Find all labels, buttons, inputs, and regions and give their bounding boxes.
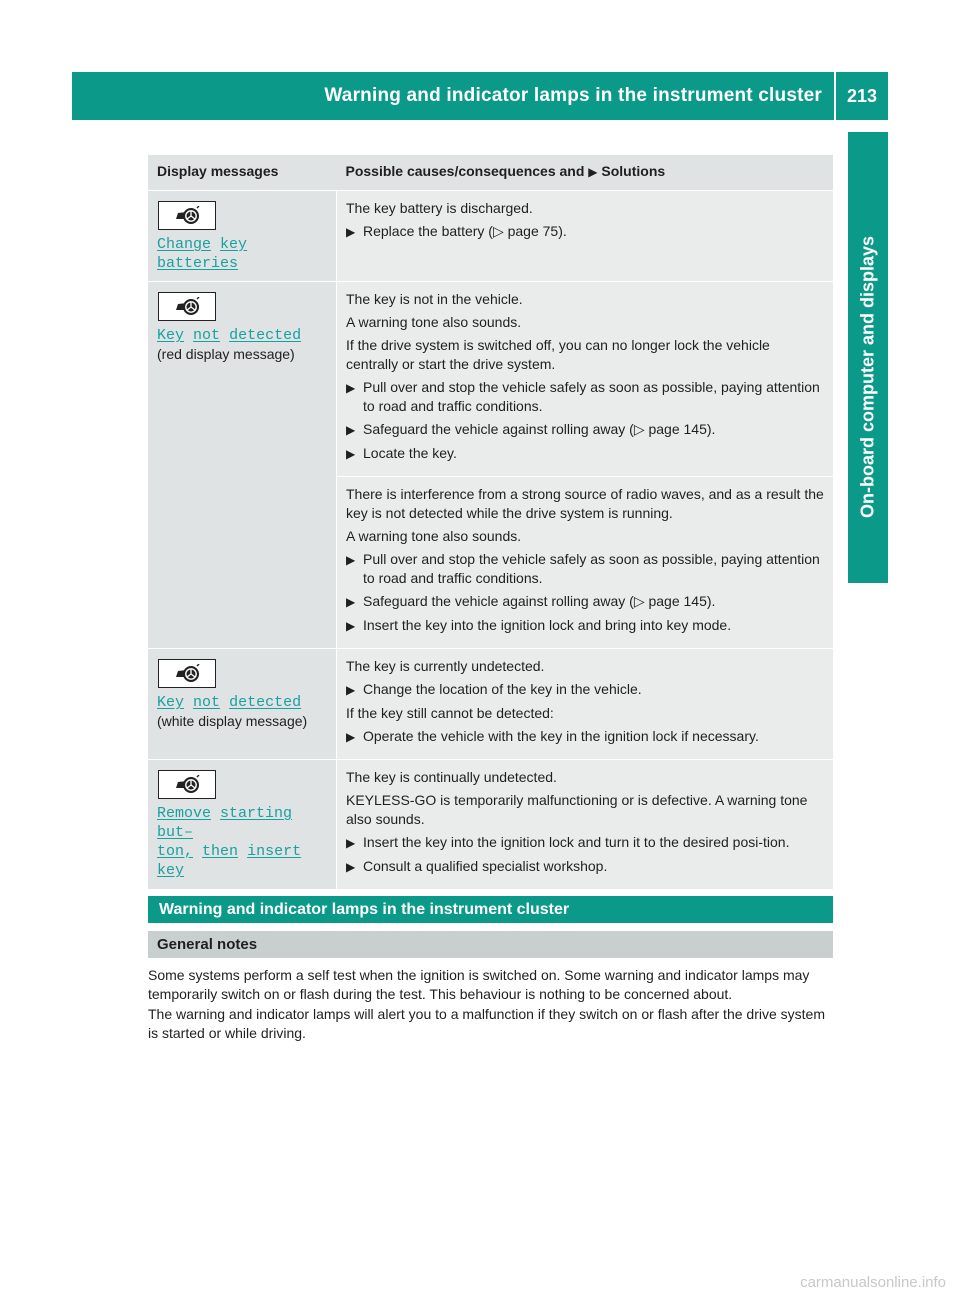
step-arrow-icon: ▶: [346, 225, 356, 239]
solution-cell: [337, 191, 834, 282]
display-message-note: (red display message): [157, 346, 295, 362]
display-message-word: ton,: [157, 843, 194, 860]
chapter-side-tab: [848, 132, 888, 552]
display-message-cell: [148, 282, 337, 649]
page-number: 213: [846, 85, 878, 106]
display-message-text: [157, 804, 327, 842]
body-text: [148, 966, 833, 1044]
watermark: carmanualsonline.info: [800, 1274, 946, 1291]
cause-text: KEYLESS-GO is temporarily malfunctioning or is defective. A warning tone also sounds.: [346, 792, 808, 827]
column-header-label: Possible causes/consequences and: [345, 163, 585, 179]
solution-step: [346, 592, 824, 612]
display-message-word: Remove: [157, 805, 212, 822]
step-arrow-icon: ▶: [346, 447, 356, 461]
step-text: Pull over and stop the vehicle safely as soon as possible, paying attention to road and traffic conditions.: [363, 551, 820, 586]
display-message-word: Key: [157, 694, 185, 711]
key-icon: [158, 770, 216, 799]
column-header-label: Display messages: [157, 163, 279, 179]
solution-step: [346, 857, 824, 877]
cause-text: A warning tone also sounds.: [346, 528, 522, 544]
display-message-cell: [148, 760, 337, 890]
display-message-note: (white display message): [157, 713, 308, 729]
display-message-cell: [148, 649, 337, 760]
display-message-text: [157, 842, 327, 880]
step-text: Pull over and stop the vehicle safely as soon as possible, paying attention to road and traffic conditions.: [363, 379, 820, 414]
column-header-display-messages: [148, 155, 337, 191]
paragraph: The warning and indicator lamps will alert you to a malfunction if they switch on or flash after the drive system is started or while driving.: [148, 1006, 825, 1041]
display-message-word: then: [202, 843, 239, 860]
step-arrow-icon: ▶: [346, 730, 356, 744]
table-row: [148, 282, 833, 477]
cause-text: The key is continually undetected.: [346, 769, 557, 785]
step-text: Locate the key.: [363, 445, 457, 461]
step-text: Safeguard the vehicle against rolling away (▷ page 145).: [363, 421, 716, 437]
display-message-cell: [148, 191, 337, 282]
display-message-word: detected: [229, 327, 302, 344]
step-arrow-icon: ▶: [346, 423, 356, 437]
subsection-heading: General notes: [148, 931, 833, 958]
cause-text: The key is not in the vehicle.: [346, 291, 523, 307]
step-text: Replace the battery (▷ page 75).: [363, 223, 567, 239]
step-text: Consult a qualified specialist workshop.: [363, 858, 608, 874]
table-row: [148, 760, 833, 890]
column-header-causes: [337, 155, 834, 191]
table-row: [148, 191, 833, 282]
paragraph: Some systems perform a self test when the ignition is switched on. Some warning and indicator lamps may temporarily switch on or flash during the test. This behaviour is nothing to be concerned about.: [148, 967, 810, 1002]
display-message-word: insert: [247, 843, 302, 860]
display-message-word: detected: [229, 694, 302, 711]
solution-cell: [337, 760, 834, 890]
chapter-marker: [848, 539, 888, 583]
solution-step: [346, 550, 824, 588]
display-message-word: starting: [220, 805, 293, 822]
solution-step: [346, 420, 824, 440]
step-arrow-icon: ▶: [346, 619, 356, 633]
solution-step: [346, 680, 824, 700]
solution-step: [346, 727, 824, 747]
key-icon: [158, 292, 216, 321]
display-message-word: but–: [157, 824, 194, 841]
solution-cell: [337, 477, 834, 649]
step-arrow-icon: ▶: [346, 381, 356, 395]
cause-text: There is interference from a strong source of radio waves, and as a result the key is not detected while the drive system is running.: [346, 486, 824, 521]
table-row: [148, 649, 833, 760]
cause-text: The key is currently undetected.: [346, 658, 545, 674]
display-message-word: not: [193, 694, 221, 711]
solution-step: [346, 833, 824, 853]
display-message-word: batteries: [157, 255, 239, 272]
display-message-text: [157, 235, 327, 273]
display-message-text: [157, 693, 327, 712]
solution-step: [346, 616, 824, 636]
key-icon: [158, 659, 216, 688]
display-message-text: [157, 326, 327, 345]
solution-cell: [337, 282, 834, 477]
display-messages-table: [148, 155, 833, 889]
column-header-label: Solutions: [601, 163, 666, 179]
step-text: Insert the key into the ignition lock and turn it to the desired posi-tion.: [363, 834, 790, 850]
step-text: Operate the vehicle with the key in the ignition lock if necessary.: [363, 728, 759, 744]
step-arrow-icon: ▶: [346, 860, 356, 874]
key-icon: [158, 201, 216, 230]
display-message-word: key: [220, 236, 248, 253]
step-text: Safeguard the vehicle against rolling away (▷ page 145).: [363, 593, 716, 609]
solution-step: [346, 444, 824, 464]
solution-cell: [337, 649, 834, 760]
cause-text: If the drive system is switched off, you can no longer lock the vehicle centrally or start the drive system.: [346, 337, 770, 372]
cause-text: A warning tone also sounds.: [346, 314, 522, 330]
display-message-word: key: [157, 862, 185, 879]
cause-text: The key battery is discharged.: [346, 200, 533, 216]
page-header: [72, 72, 888, 120]
section-heading: Warning and indicator lamps in the instrument cluster: [148, 896, 833, 923]
display-message-word: not: [193, 327, 221, 344]
arrow-icon: ▶: [588, 165, 598, 179]
step-text: Change the location of the key in the vehicle.: [363, 681, 642, 697]
step-text: Insert the key into the ignition lock and bring into key mode.: [363, 617, 732, 633]
step-arrow-icon: ▶: [346, 595, 356, 609]
solution-step: [346, 378, 824, 416]
display-message-word: Change: [157, 236, 212, 253]
step-arrow-icon: ▶: [346, 836, 356, 850]
step-arrow-icon: ▶: [346, 553, 356, 567]
step-arrow-icon: ▶: [346, 683, 356, 697]
chapter-side-tab-label: On-board computer and displays: [857, 235, 878, 518]
cause-text: If the key still cannot be detected:: [346, 705, 554, 721]
header-title: Warning and indicator lamps in the instrument cluster: [324, 85, 822, 106]
display-message-word: Key: [157, 327, 185, 344]
solution-step: [346, 222, 824, 242]
